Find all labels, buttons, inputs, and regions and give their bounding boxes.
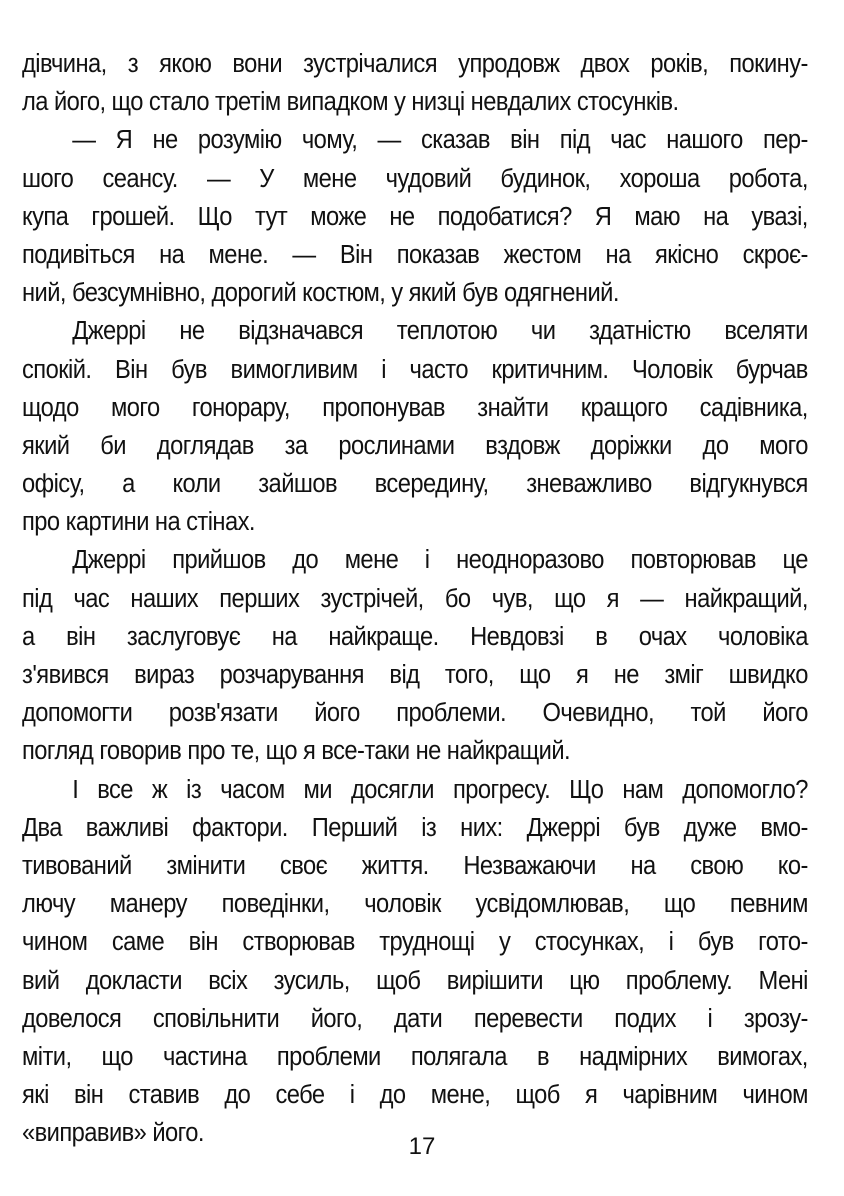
- text-line: — Я не розумію чому, — сказав він під час нашого пер-: [72, 126, 808, 155]
- text-line: який би доглядав за рослинами вздовж доріжки до мого: [22, 431, 808, 460]
- text-line: лючу манеру поведінки, чоловік усвідомлював, що певним: [22, 890, 808, 919]
- paragraph: [22, 771, 808, 1153]
- paragraph: [22, 45, 808, 121]
- text-line: подивіться на мене. — Він показав жестом на якісно скроє-: [22, 240, 808, 269]
- text-line: Джеррі не відзначався теплотою чи здатністю вселяти: [72, 317, 808, 346]
- text-line: І все ж із часом ми досягли прогресу. Що нам допомогло?: [72, 775, 808, 804]
- text-line: Два важливі фактори. Перший із них: Джеррі був дуже вмо-: [22, 813, 808, 842]
- text-line: погляд говорив про те, що я все-таки не найкращий.: [22, 737, 571, 766]
- paragraph: [22, 541, 808, 770]
- text-line: міти, що частина проблеми полягала в надмірних вимогах,: [22, 1042, 808, 1071]
- page-number: 17: [408, 1133, 436, 1160]
- page-body: [22, 45, 808, 1152]
- text-line: «виправив» його.: [22, 1119, 204, 1148]
- text-line: офісу, а коли зайшов всередину, зневажливо відгукнувся: [22, 470, 808, 499]
- text-line: купа грошей. Що тут може не подобатися? Я маю на увазі,: [22, 202, 808, 231]
- text-line: які він ставив до себе і до мене, щоб я чарівним чином: [22, 1081, 808, 1110]
- paragraph: [22, 312, 808, 541]
- text-line: а він заслуговує на найкраще. Невдовзі в очах чоловіка: [22, 622, 808, 651]
- text-line: щодо мого гонорару, пропонував знайти кращого садівника,: [22, 393, 808, 422]
- text-line: спокій. Він був вимогливим і часто критичним. Чоловік бурчав: [22, 355, 808, 384]
- text-line: шого сеансу. — У мене чудовий будинок, хороша робота,: [22, 164, 808, 193]
- text-line: тивований змінити своє життя. Незважаючи на свою ко-: [22, 851, 808, 880]
- text-line: допомогти розв'язати його проблеми. Очевидно, той його: [22, 699, 808, 728]
- text-line: ла його, що стало третім випадком у низці невдалих стосунків.: [22, 88, 679, 117]
- text-line: Джеррі прийшов до мене і неодноразово повторював це: [72, 546, 808, 575]
- text-line: чином саме він створював труднощі у стосунках, і був гото-: [22, 928, 808, 957]
- text-line: під час наших перших зустрічей, бо чув, що я — найкращий,: [22, 584, 808, 613]
- text-line: вий докласти всіх зусиль, щоб вирішити цю проблему. Мені: [22, 966, 808, 995]
- paragraph: [22, 121, 808, 312]
- text-line: дівчина, з якою вони зустрічалися упродовж двох років, покину-: [22, 50, 808, 78]
- text-line: про картини на стінах.: [22, 508, 255, 537]
- text-line: довелося сповільнити його, дати перевести подих і зрозу-: [22, 1004, 808, 1033]
- text-line: з'явився вираз розчарування від того, що я не зміг швидко: [22, 661, 808, 689]
- text-line: ний, безсумнівно, дорогий костюм, у який був одягнений.: [22, 279, 619, 308]
